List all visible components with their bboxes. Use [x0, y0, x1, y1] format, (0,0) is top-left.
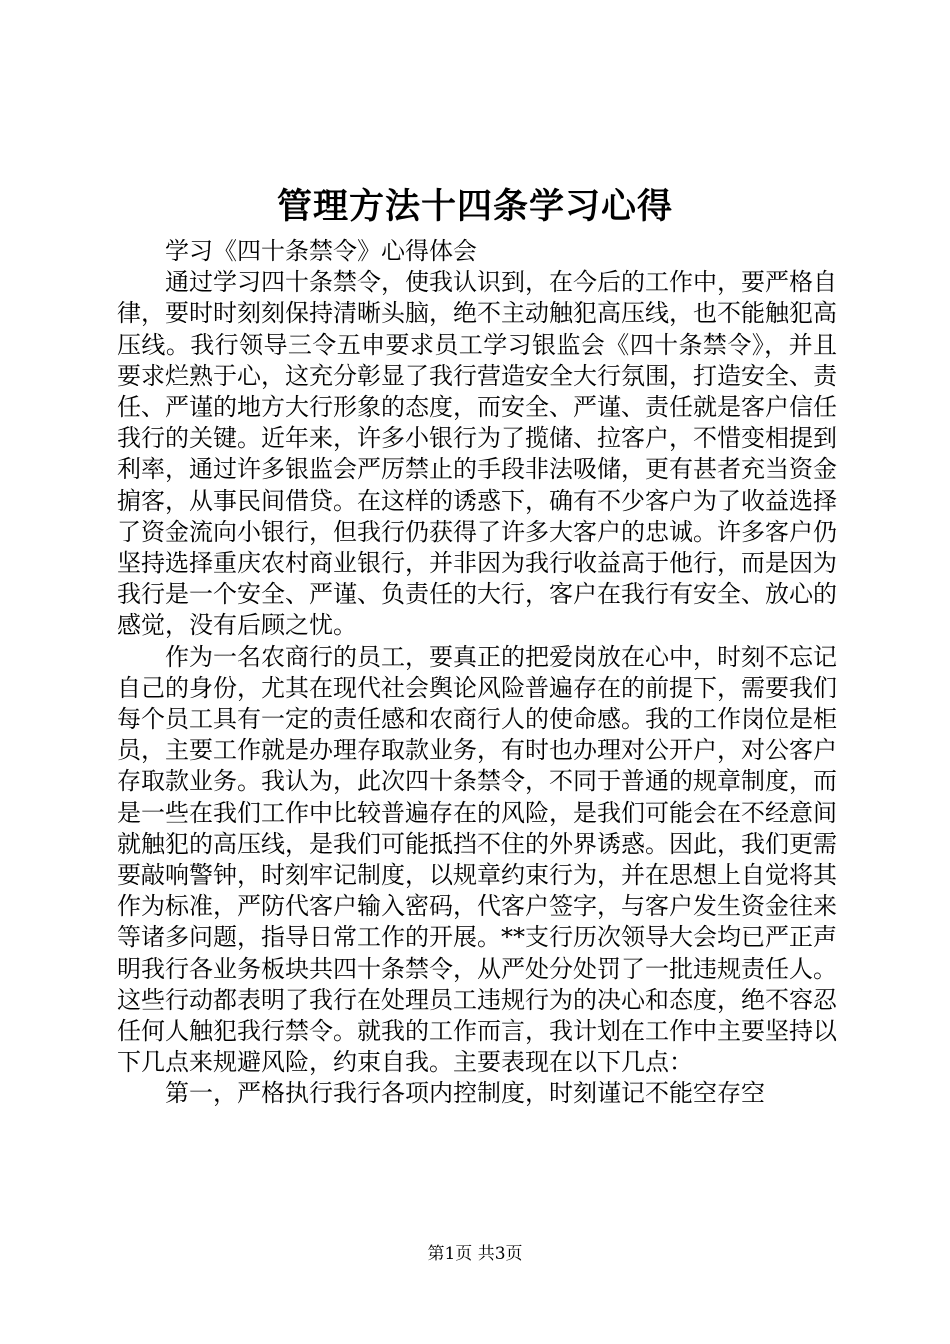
document-title: 管理方法十四条学习心得 [276, 186, 673, 227]
subtitle-paragraph: 学习《四十条禁令》心得体会 [165, 237, 477, 265]
page-number-footer: 第1页 共3页 [427, 1244, 523, 1264]
body-paragraph: 第一，严格执行我行各项内控制度，时刻谨记不能空存空 [165, 1079, 765, 1108]
document-body [117, 236, 837, 1110]
body-paragraph: 作为一名农商行的员工，要真正的把爱岗放在心中，时刻不忘记自己的身份，尤其在现代社会舆论风险普遍存在的前提下，需要我们每个员工具有一定的责任感和农商行人的使命感。我的工作岗位是柜员，主要工作就是办理存取款业务，有时也办理对公开户，对公客户存取款业务。我认为，此次四十条禁令，不同于普通的规章制度，而是一些在我们工作中比较普遍存在的风险，是我们可能会在不经意间就触犯的高压线，是我们可能抵挡不住的外界诱惑。因此，我们更需要敲响警钟，时刻牢记制度，以规章约束行为，并在思想上自觉将其作为标准，严防代客户输入密码，代客户签字，与客户发生资金往来等诸多问题，指导日常工作的开展。**支行历次领导大会均已严正声明我行各业务板块共四十条禁令，从严处分处罚了一批违规责任人。这些行动都表明了我行在处理员工违规行为的决心和态度，绝不容忍任何人触犯我行禁令。就我的工作而言，我计划在工作中主要坚持以下几点来规避风险，约束自我。主要表现在以下几点： [117, 642, 837, 1077]
body-paragraph: 通过学习四十条禁令，使我认识到，在今后的工作中，要严格自律，要时时刻刻保持清晰头脑，绝不主动触犯高压线，也不能触犯高压线。我行领导三令五申要求员工学习银监会《四十条禁令》，并且要求烂熟于心，这充分彰显了我行营造安全大行氛围，打造安全、责任、严谨的地方大行形象的态度，而安全、严谨、责任就是客户信任我行的关键。近年来，许多小银行为了揽储、拉客户，不惜变相提到利率，通过许多银监会严厉禁止的手段非法吸储，更有甚者充当资金掮客，从事民间借贷。在这样的诱惑下，确有不少客户为了收益选择了资金流向小银行，但我行仍获得了许多大客户的忠诚。许多客户仍坚持选择重庆农村商业银行，并非因为我行收益高于他行，而是因为我行是一个安全、严谨、负责任的大行，客户在我行有安全、放心的感觉，没有后顾之忧。 [117, 268, 837, 640]
